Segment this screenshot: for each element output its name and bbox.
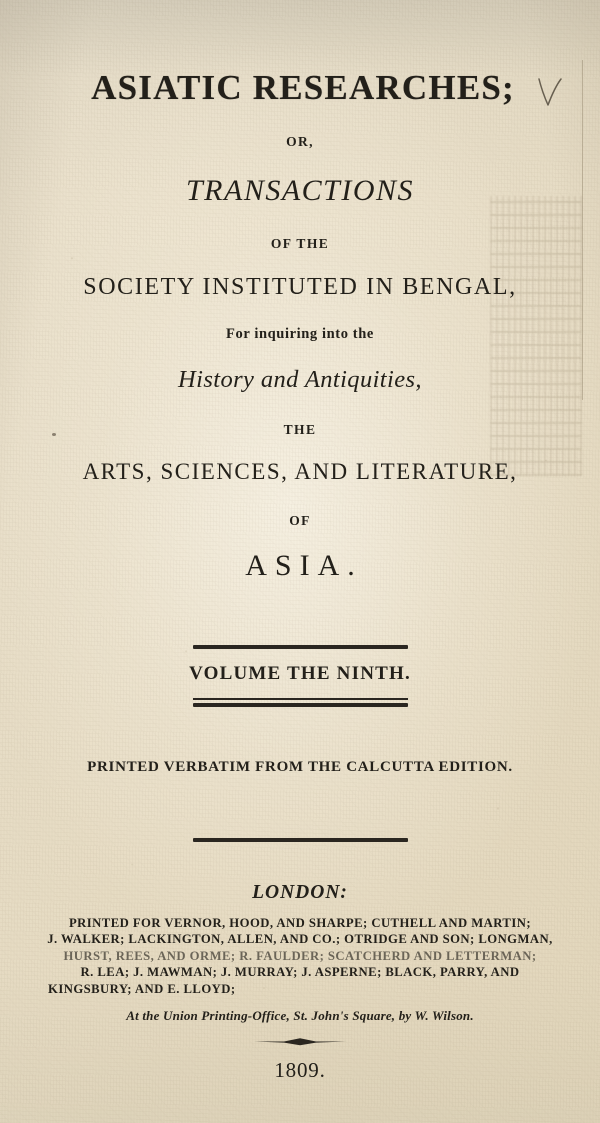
imprint-publishers [0,915,600,998]
imprint-line: R. LEA; J. MAWMAN; J. MURRAY; J. ASPERNE; BLACK, PARRY, AND [80,965,520,980]
lozenge-ornament-icon [0,1037,600,1046]
title-history-antiquities: History and Antiquities, [178,366,422,393]
imprint-line: J. WALKER; LACKINGTON, ALLEN, AND CO.; OTRIDGE AND SON; LONGMAN, [47,932,553,947]
title-asia: ASIA. [245,549,363,582]
title-of: OF [289,513,311,528]
page-title: ASIATIC RESEARCHES; [91,68,515,107]
imprint-city: LONDON: [252,881,348,903]
rule-above-volume [0,645,600,649]
publication-year: 1809. [274,1058,326,1083]
title-arts-sciences-literature: ARTS, SCIENCES, AND LITERATURE, [82,459,518,484]
volume-statement: VOLUME THE NINTH. [189,663,411,684]
imprint-line: HURST, REES, AND ORME; R. FAULDER; SCATCHERD AND LETTERMAN; [63,948,537,963]
rule-above-imprint [0,838,600,842]
title-of-the: OF THE [270,236,330,251]
rule-below-volume [0,698,600,707]
title-society: SOCIETY INSTITUTED IN BENGAL, [83,274,517,300]
imprint-line: KINGSBURY; AND E. LLOYD; [48,981,236,996]
title-transactions: TRANSACTIONS [185,174,415,207]
ink-blot-mark [52,433,56,436]
title-for-inquiring: For inquiring into the [226,326,374,342]
title-or-line: OR, [286,134,314,149]
edition-note: PRINTED VERBATIM FROM THE CALCUTTA EDITION. [87,758,513,775]
imprint-line: PRINTED FOR VERNOR, HOOD, AND SHARPE; CUTHELL AND MARTIN; [68,915,531,930]
printer-statement: At the Union Printing-Office, St. John's Square, by W. Wilson. [126,1008,474,1024]
title-the: THE [283,422,317,437]
